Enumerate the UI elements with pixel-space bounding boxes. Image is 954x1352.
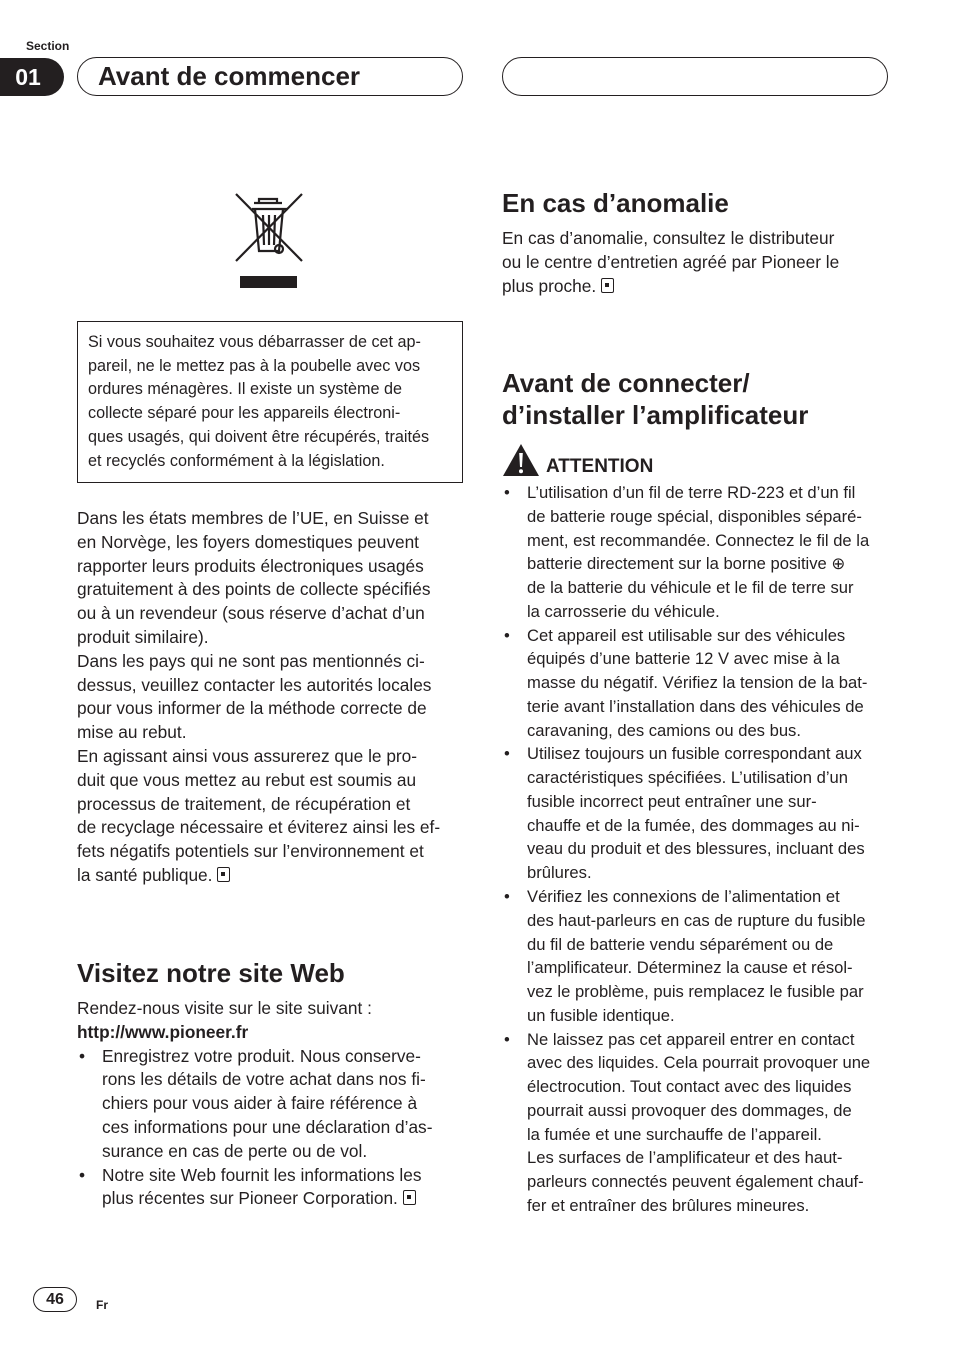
text-line: en Norvège, les foyers domestiques peuvent [77,531,419,552]
text-line: du fil de batterie vendu séparément ou de [527,934,834,954]
text-line: rapporter leurs produits électroniques usagés [77,555,424,576]
end-of-section-icon [217,867,230,882]
text-line: mise au rebut. [77,722,187,743]
section-title-text: Avant de commencer [98,61,361,91]
amplifier-bullets [502,481,902,1218]
text-line: caravaning, des camions ou des bus. [527,720,801,740]
amplifier-heading-line: Avant de connecter/ [502,368,750,398]
list-item [502,481,902,624]
text-line: batterie directement sur la borne positive ⊕ [527,554,846,574]
text-line: rons les détails de votre achat dans nos fi- [102,1069,426,1090]
text-line: • Vérifiez les connexions de l’alimentation et [527,887,840,907]
text-line: pourrait aussi provoquer des dommages, de [527,1100,852,1120]
text-line: fusible incorrect peut entraîner une sur- [527,791,817,811]
crossed-out-wheelie-bin-icon [232,190,304,290]
section-label: Section [26,39,70,53]
text-line-content: plus proche. [502,275,597,296]
anomalie-text [502,227,894,298]
text-line: • Ne laissez pas cet appareil entrer en contact [527,1029,855,1049]
text-line [102,1187,469,1211]
text-line: masse du négatif. Vérifiez la tension de la bat- [527,673,868,693]
text-line: des haut-parleurs en cas de rupture du fusible [527,910,866,930]
text-line [77,864,467,888]
text-line: gratuitement à des points de collecte spécifiés [77,579,431,600]
warning-triangle-icon [502,443,540,477]
website-intro: Rendez-nous visite sur le site suivant : [77,998,372,1018]
notice-line: ques usagés, qui doivent être récupérés, traités [88,427,430,446]
attention-label: ATTENTION [546,456,654,477]
list-item [502,885,902,1028]
text-line: ou à un revendeur (sous réserve d’achat d’un [77,603,425,624]
text-line: ment, est recommandée. Connectez le fil de la [527,530,870,550]
list-item [77,1164,469,1212]
notice-line: et recyclés conformément à la législation. [88,451,385,470]
text-line-content: la santé publique. [77,864,213,885]
text-line: Dans les pays qui ne sont pas mentionnés ci- [77,650,425,671]
amplifier-heading [502,367,808,431]
text-line: parleurs connectés peuvent également chauf- [527,1172,864,1192]
text-line: fer et entraîner des brûlures mineures. [527,1195,810,1215]
text-line: Les surfaces de l’amplificateur et des haut- [527,1148,843,1168]
website-url-link[interactable]: http://www.pioneer.fr [77,1021,249,1042]
text-line-content: plus récentes sur Pioneer Corporation. [102,1188,398,1209]
list-item [502,742,902,885]
text-line: • Enregistrez votre produit. Nous conserve- [102,1045,421,1066]
text-line: chiers pour vous aider à faire référence à [102,1093,418,1114]
notice-line: pareil, ne le mettez pas à la poubelle avec vos [88,356,421,375]
page-number: 46 [33,1287,77,1312]
text-line: équipés d’une batterie 12 V avec mise à la [527,649,840,669]
text-line: vez le problème, puis remplacez le fusible par [527,982,864,1002]
recycling-notice-box [77,321,463,483]
text-line: fets négatifs potentiels sur l’environnement et [77,841,424,862]
text-line: surance en cas de perte ou de vol. [102,1140,368,1161]
notice-line: collecte séparé pour les appareils électroni- [88,404,401,423]
text-line: processus de traitement, de récupération et [77,793,411,814]
text-line: ces informations pour une déclaration d’as- [102,1116,433,1137]
section-blank-tab [502,57,888,96]
text-line: chauffe et de la fumée, des dommages au ni- [527,815,860,835]
text-line: • Notre site Web fournit les informations les [102,1164,422,1185]
text-line: la fumée et une surchauffe de l’appareil. [527,1124,822,1144]
list-item [77,1045,469,1164]
list-item [502,1028,902,1218]
text-line: avec des liquides. Cela pourrait provoquer une [527,1053,871,1073]
website-bullet-list [77,1045,469,1212]
text-line: de la batterie du véhicule et le fil de terre sur [527,578,854,598]
text-line: • Utilisez toujours un fusible correspondant aux [527,744,862,764]
text-line: ou le centre d’entretien agréé par Pioneer le [502,251,840,272]
website-section [77,997,469,1211]
text-line [502,275,894,299]
text-line: duit que vous mettez au rebut est soumis au [77,769,417,790]
text-line: de batterie rouge spécial, disponibles séparé- [527,506,862,526]
text-line: En agissant ainsi vous assurerez que le pro- [77,745,418,766]
text-line: un fusible identique. [527,1005,675,1025]
text-line: la carrosserie du véhicule. [527,601,720,621]
end-of-section-icon [403,1190,416,1205]
text-line: terie avant l’installation dans des véhicules de [527,696,864,716]
language-code: Fr [96,1298,108,1312]
text-line: électrocution. Tout contact avec des liquides [527,1077,852,1097]
notice-line: Si vous souhaitez vous débarrasser de cet ap- [88,333,421,351]
text-line: dessus, veuillez contacter les autorités locales [77,674,432,695]
text-line: caractéristiques spécifiées. L’utilisation d’un [527,768,848,788]
text-line: • Cet appareil est utilisable sur des véhicules [527,625,846,645]
website-heading: Visitez notre site Web [77,958,345,988]
text-line: Dans les états membres de l’UE, en Suisse et [77,508,429,528]
text-line: veau du produit et des blessures, incluant des [527,839,865,859]
anomalie-heading: En cas d’anomalie [502,188,729,218]
section-title [77,57,463,96]
text-line: produit similaire). [77,626,209,647]
text-line: • L’utilisation d’un fil de terre RD-223 et d’un fil [527,483,856,502]
list-item [502,624,902,743]
amplifier-heading-line: d’installer l’amplificateur [502,400,809,430]
section-number-badge: 01 [0,58,64,96]
attention-callout [502,443,653,477]
notice-line: ordures ménagères. Il existe un système de [88,380,403,399]
text-line: de recyclage nécessaire et éviterez ainsi les ef- [77,817,441,838]
text-line: En cas d’anomalie, consultez le distributeur [502,228,835,248]
text-line: brûlures. [527,863,592,883]
attention-bullet-list [502,481,902,1218]
recycling-paragraphs [77,507,467,888]
end-of-section-icon [601,278,614,293]
text-line: l’amplificateur. Déterminez la cause et résol- [527,958,853,978]
text-line: pour vous informer de la méthode correcte de [77,698,427,719]
